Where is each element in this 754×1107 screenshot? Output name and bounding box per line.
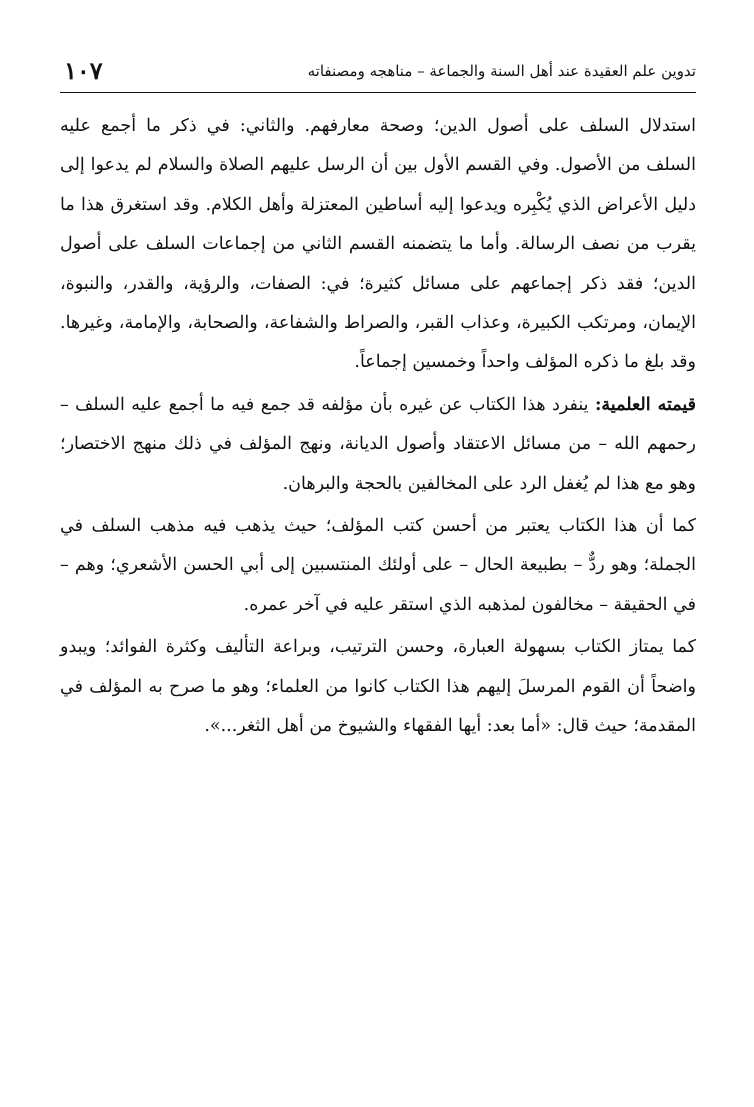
document-page <box>60 52 696 747</box>
paragraph-text: كما أن هذا الكتاب يعتبر من أحسن كتب المؤلف؛ حيث يذهب فيه مذهب السلف في الجملة؛ وهو ردٌّ – بطبيعة الحال – على أولئك المنتسبين إلى أبي الحسن الأشعري؛ وهم – في الحقيقة – مخالفون لمذهبه الذي استقر عليه في آخر عمره. <box>60 516 696 615</box>
paragraph <box>60 386 696 504</box>
body-text <box>60 107 696 747</box>
running-title: تدوين علم العقيدة عند أهل السنة والجماعة – مناهجه ومصنفاته <box>307 62 696 80</box>
paragraph-text: ينفرد هذا الكتاب عن غيره بأن مؤلفه قد جمع فيه ما أجمع عليه السلف – رحمهم الله – من مسائل الاعتقاد وأصول الديانة، ونهج المؤلف في ذلك منهج الاختصار؛ وهو مع هذا لم يُغفل الرد على المخالفين بالحجة والبرهان. <box>60 394 696 494</box>
paragraph <box>60 628 696 746</box>
section-heading: قيمته العلمية: <box>594 394 696 415</box>
paragraph-text: كما يمتاز الكتاب بسهولة العبارة، وحسن الترتيب، وبراعة التأليف وكثرة الفوائد؛ ويبدو واضحاً أن القوم المرسلَ إليهم هذا الكتاب كانوا من العلماء؛ وهو ما صرح به المؤلف في المقدمة؛ حيث قال: «أما بعد: أيها الفقهاء والشيوخ من أهل الثغر...». <box>60 637 696 737</box>
paragraph-text: استدلال السلف على أصول الدين؛ وصحة معارفهم. والثاني: في ذكر ما أجمع عليه السلف من الأصول. وفي القسم الأول بين أن الرسل عليهم الصلاة والسلام لم يدعوا إلى دليل الأعراض الذي يُكْبِره ويدعوا إليه أساطين المعتزلة وأهل الكلام. وقد استغرق هذا ما يقرب من نصف الرسالة. وأما ما يتضمنه القسم الثاني من إجماعات السلف على أصول الدين؛ فقد ذكر إجماعهم على مسائل كثيرة؛ في: الصفات، والرؤية، والقدر، والنبوة، الإيمان، ومرتكب الكبيرة، وعذاب القبر، والصراط والشفاعة، والصحابة، والإمامة، وغيرها. وقد بلغ ما ذكره المؤلف واحداً وخمسين إجماعاً. <box>60 116 696 373</box>
page-number: ١٠٧ <box>64 56 103 85</box>
paragraph <box>60 507 696 625</box>
page-header <box>60 52 696 93</box>
paragraph <box>60 107 696 383</box>
